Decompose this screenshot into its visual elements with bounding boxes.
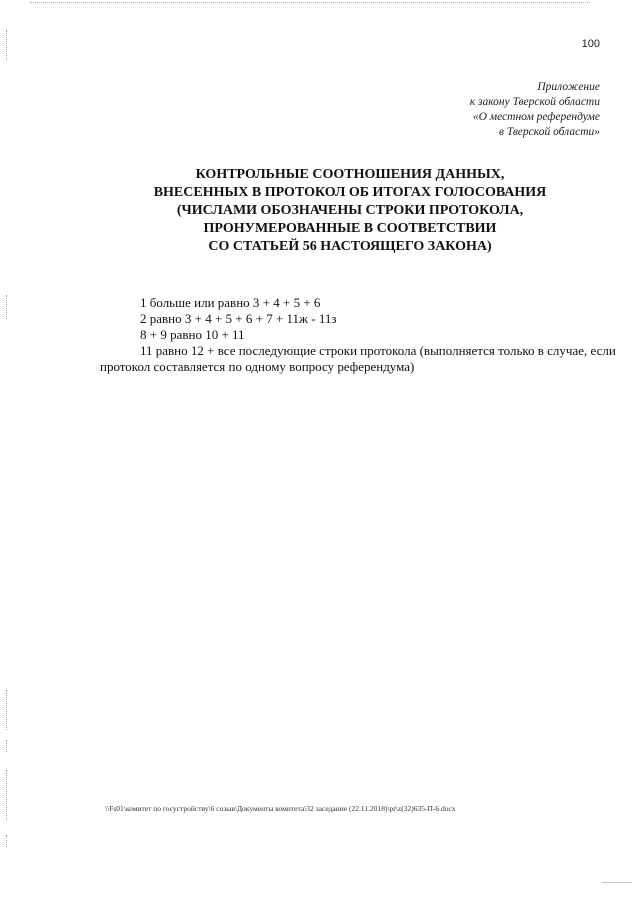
scan-artifact-left-3 bbox=[6, 690, 7, 730]
scan-artifact-left-6 bbox=[6, 835, 7, 847]
relation-item: 8 + 9 равно 10 + 11 bbox=[140, 327, 245, 342]
scan-artifact-left-5 bbox=[6, 770, 7, 820]
relation-item: 1 больше или равно 3 + 4 + 5 + 6 bbox=[140, 295, 321, 310]
page-number: 100 bbox=[581, 38, 600, 50]
relation-item: 2 равно 3 + 4 + 5 + 6 + 7 + 11ж - 11з bbox=[140, 311, 337, 326]
scan-artifact-left-4 bbox=[6, 740, 7, 752]
relation-item: 11 равно 12 + все последующие строки протокола (выполняется только в случае, если протокол составляется по одному вопросу референдума) bbox=[100, 343, 616, 374]
appendix-line: Приложение bbox=[537, 81, 600, 93]
relations-list bbox=[100, 295, 620, 375]
appendix-note bbox=[470, 80, 600, 140]
scan-artifact-left-1 bbox=[6, 30, 7, 60]
title-line: ПРОНУМЕРОВАННЫЕ В СООТВЕТСТВИИ bbox=[203, 221, 497, 236]
document-title bbox=[100, 166, 600, 256]
appendix-line: к закону Тверской области bbox=[469, 96, 600, 108]
appendix-line: в Тверской области» bbox=[498, 126, 600, 138]
scan-artifact-bottom bbox=[602, 882, 632, 883]
footer-file-path: \\Fs01\комитет по госустройству\6 созыв\Документы комитета\32 заседание (22.11.2018)\pr\z(32)635-П-6.docx bbox=[105, 804, 456, 813]
title-line: (ЧИСЛАМИ ОБОЗНАЧЕНЫ СТРОКИ ПРОТОКОЛА, bbox=[176, 203, 524, 218]
title-line: КОНТРОЛЬНЫЕ СООТНОШЕНИЯ ДАННЫХ, bbox=[195, 167, 505, 182]
title-line: ВНЕСЕННЫХ В ПРОТОКОЛ ОБ ИТОГАХ ГОЛОСОВАНИЯ bbox=[153, 185, 547, 200]
title-line: СО СТАТЬЕЙ 56 НАСТОЯЩЕГО ЗАКОНА) bbox=[208, 239, 492, 254]
appendix-line: «О местном референдуме bbox=[472, 111, 600, 123]
scan-artifact-left-2 bbox=[6, 295, 7, 319]
scan-artifact-top bbox=[30, 2, 590, 3]
